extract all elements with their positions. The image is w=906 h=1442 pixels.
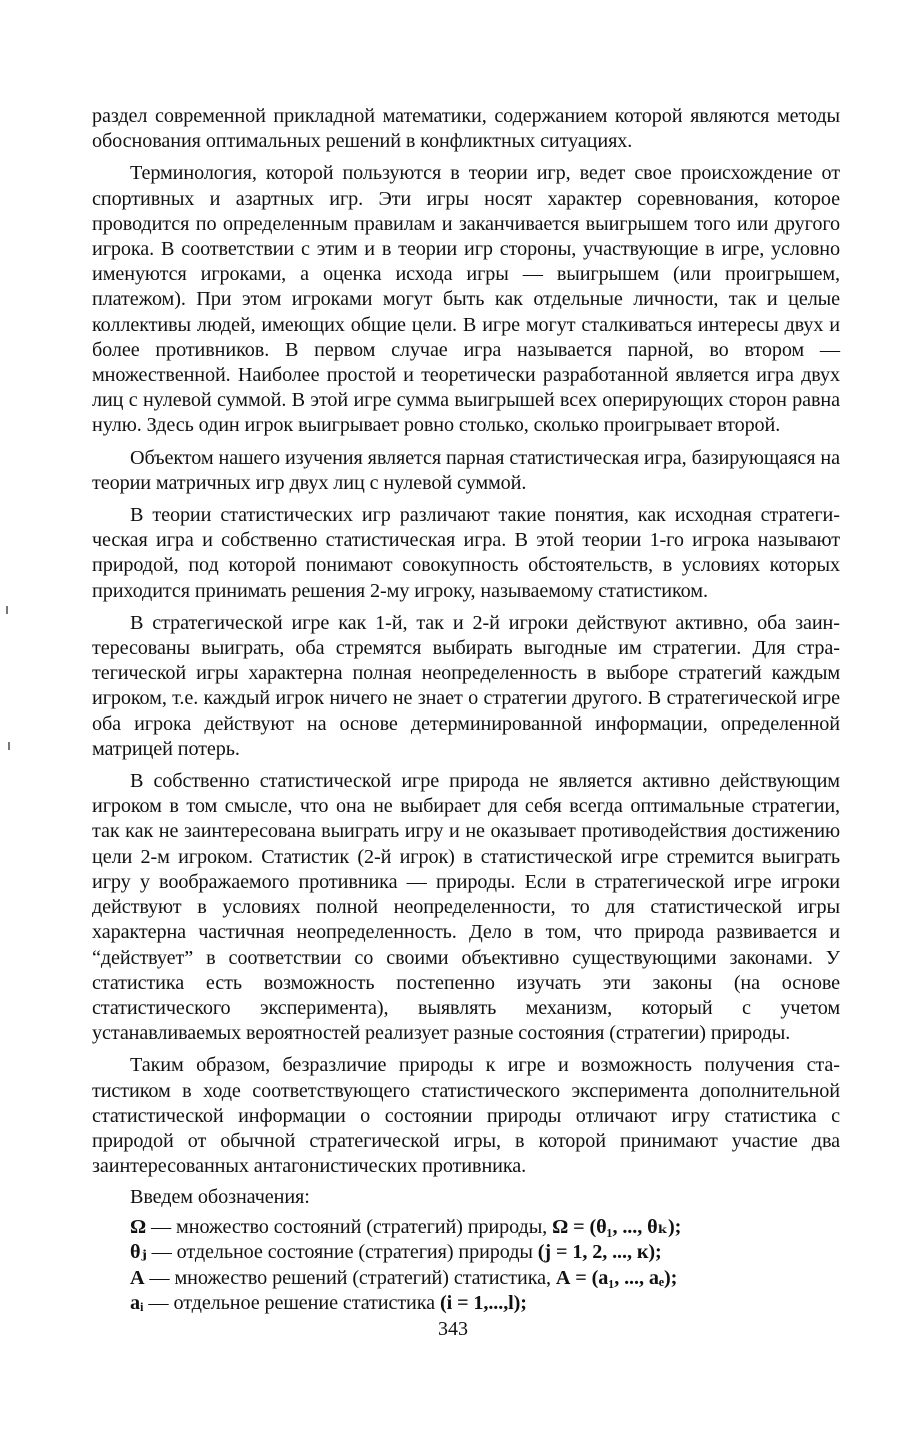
- notation-symbol: θⱼ: [130, 1241, 147, 1264]
- notation-formula: (i = 1,...,l);: [439, 1292, 527, 1315]
- paragraph-conclusion: Таким образом, безразличие природы к игре и возможность получения статистиком в ходе соответствующего статистического эксперимента дополнительной статистической информации о состоянии природы отличают игру статистика с природой от обычной стратегической игры, в которой принимают участие два заинтересованных антагонистических противника.: [92, 1054, 840, 1178]
- notation-symbol: aᵢ: [130, 1292, 144, 1315]
- page-body: [92, 104, 840, 1317]
- notation-description: — отдельное состояние (стратегия) природы: [146, 1241, 538, 1264]
- notation-symbol: Ω: [130, 1215, 147, 1238]
- paragraph-statistical-game: В собственно статистической игре природа не является активно действующим игроком в том смысле, что она не выбирает для себя всегда оптимальные стратегии, так как не заинтересована выиграть игру и не оказывает противодействия достижению цели 2-м игроком. Статистик (2-й игрок) в статистической игре стремится выиграть игру у воображаемого противника — природы. Если в стратегической игре игроки действуют в условиях полной неопределенности, то для статистической игры характерна частичная неопределенность. Дело в том, что природа развивается и “действует” в соответствии со своими объективно существующими законами. У статистика есть возможность постепенно изучать эти законы (на основе статистического эксперимента), выявлять механизм, который с учетом устанавливаемых вероятностей реализует разные состояния (стратегии) природы.: [92, 770, 840, 1045]
- notation-formula: Ω = (θ₁, ..., θₖ);: [552, 1215, 682, 1238]
- paragraph-continuation: раздел современной прикладной математики, содержанием которой являются методы обоснования оптимальных решений в конфликтных ситуациях.: [92, 105, 840, 153]
- notation-item-theta: [92, 1240, 840, 1266]
- notation-intro: Введем обозначения:: [130, 1186, 310, 1209]
- scan-margin-mark: [8, 742, 10, 750]
- paragraph-terminology: Терминология, которой пользуются в теории игр, ведет свое происхождение от спортивных и азартных игр. Эти игры носят характер соревнования, которое проводится по определенным правилам и заканчивается выигрышем того или другого игрока. В соответствии с этим и в теории игр стороны, участвующие в игре, условно именуются игроками, а оценка исхода игры — выигрышем (или проигрышем, платежом). При этом игроками могут быть как отдельные личности, так и целые коллективы людей, имеющих общие цели. В игре могут сталкиваться интересы двух и более противников. В первом случае игра называется парной, во втором — множественной. Наиболее простой и теоретически разработанной является игра двух лиц с нулевой суммой. В этой игре сумма выигрышей всех оперирующих сторон равна нулю. Здесь один игрок выигрывает ровно столько, сколько проигрывает второй.: [92, 162, 840, 437]
- page-number: 343: [438, 1318, 468, 1340]
- notation-description: — множество состояний (стратегий) природы,: [146, 1215, 553, 1238]
- notation-item-a-set: [92, 1266, 840, 1292]
- paragraph-statistical-games-theory: В теории статистических игр различают такие понятия, как исходная стратегическая игра и собственно статистическая игра. В этой теории 1-го игрока называют природой, под которой понимают совокупность обстоятельств, в условиях которых приходится принимать решения 2-му игроку, называемому статистиком.: [92, 504, 840, 602]
- notation-description: — отдельное решение статистика: [143, 1292, 440, 1315]
- paragraph-strategic-game: В стратегической игре как 1-й, так и 2-й игроки действуют активно, оба заинтересованы выиграть, оба стремятся выбирать выгодные им стратегии. Для стратегической игры характерна полная неопределенность в выборе стратегий каждым игроком, т.е. каждый игрок ничего не знает о стратегии другого. В стратегической игре оба игрока действуют на основе детерминированной информации, определенной матрицей потерь.: [92, 611, 840, 760]
- notation-symbol: А: [130, 1266, 145, 1289]
- notation-formula: А = (a₁, ..., aₑ);: [555, 1266, 678, 1289]
- paragraph-object-of-study: Объектом нашего изучения является парная статистическая игра, базирующаяся на теории матричных игр двух лиц с нулевой суммой.: [92, 446, 840, 494]
- notation-item-omega: [92, 1215, 840, 1241]
- notation-formula: (j = 1, 2, ..., к);: [537, 1241, 662, 1264]
- notation-description: — множество решений (стратегий) статистика,: [144, 1266, 556, 1289]
- notation-item-a-i: [92, 1291, 840, 1317]
- notation-section: [92, 1185, 840, 1317]
- scan-margin-mark: [6, 606, 8, 614]
